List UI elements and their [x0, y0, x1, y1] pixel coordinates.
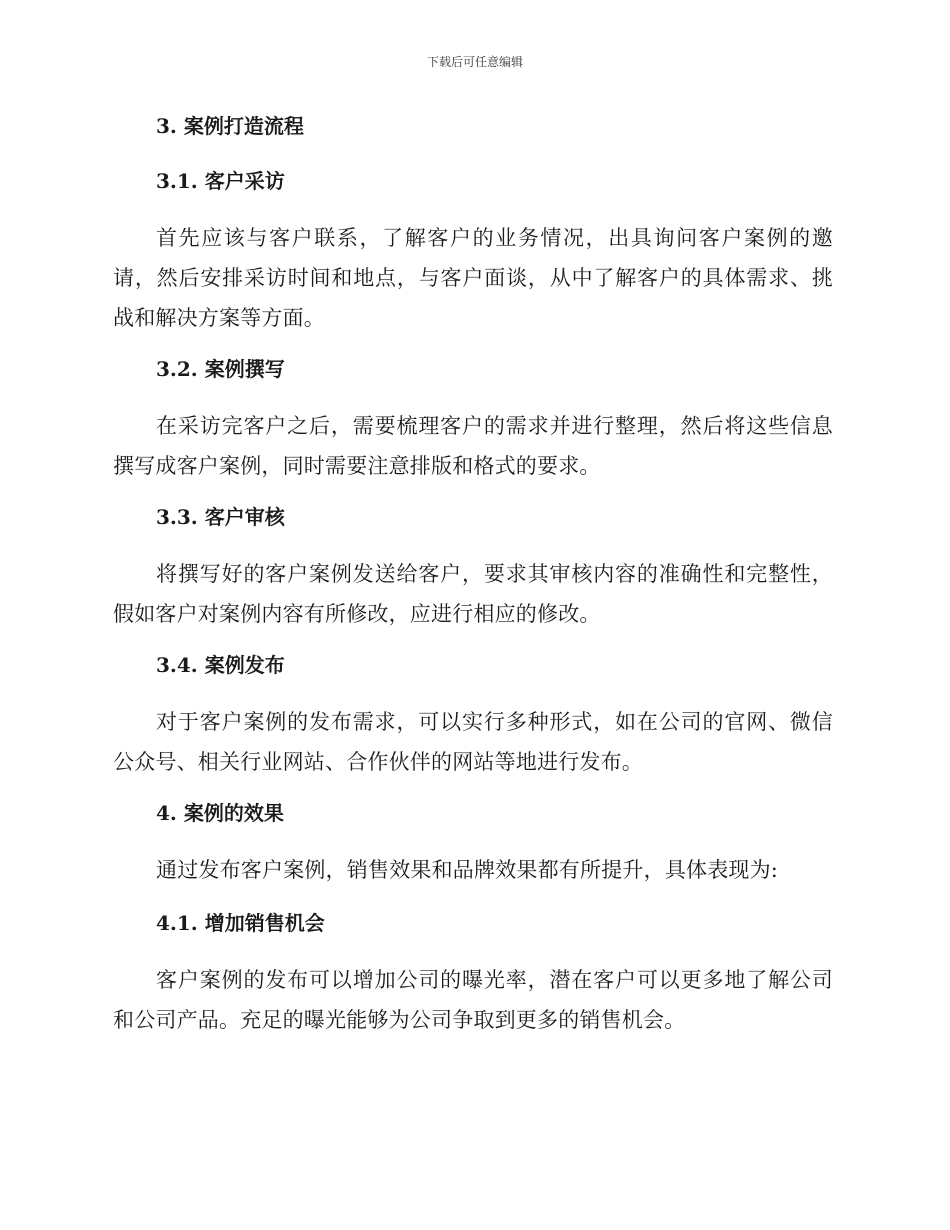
paragraph-3-3: 将撰写好的客户案例发送给客户，要求其审核内容的准确性和完整性，假如客户对案例内容有所修改，应进行相应的修改。: [113, 562, 833, 626]
section-heading-3-4: 3.4. 案例发布: [156, 653, 285, 677]
section-heading-3-2: 3.2. 案例撰写: [156, 357, 285, 381]
paragraph-3-4: 对于客户案例的发布需求，可以实行多种形式，如在公司的官网、微信公众号、相关行业网站、合作伙伴的网站等地进行发布。: [113, 710, 833, 774]
paragraph-4-1: 客户案例的发布可以增加公司的曝光率，潜在客户可以更多地了解公司和公司产品。充足的曝光能够为公司争取到更多的销售机会。: [113, 968, 833, 1032]
document-body: [113, 108, 833, 1053]
section-heading-4-1: 4.1. 增加销售机会: [156, 911, 325, 935]
section-heading-3-1: 3.1. 客户采访: [156, 169, 285, 193]
page-header: 下载后可任意编辑: [426, 55, 523, 69]
section-heading-3: 3. 案例打造流程: [156, 114, 304, 138]
section-heading-3-3: 3.3. 客户审核: [156, 505, 285, 529]
paragraph-3-2: 在采访完客户之后，需要梳理客户的需求并进行整理，然后将这些信息撰写成客户案例，同时需要注意排版和格式的要求。: [113, 414, 833, 478]
section-heading-4: 4. 案例的效果: [156, 801, 284, 825]
paragraph-3-1: 首先应该与客户联系，了解客户的业务情况，出具询问客户案例的邀请，然后安排采访时间和地点，与客户面谈，从中了解客户的具体需求、挑战和解决方案等方面。: [113, 226, 833, 330]
paragraph-4: 通过发布客户案例，销售效果和品牌效果都有所提升，具体表现为:: [156, 858, 779, 882]
